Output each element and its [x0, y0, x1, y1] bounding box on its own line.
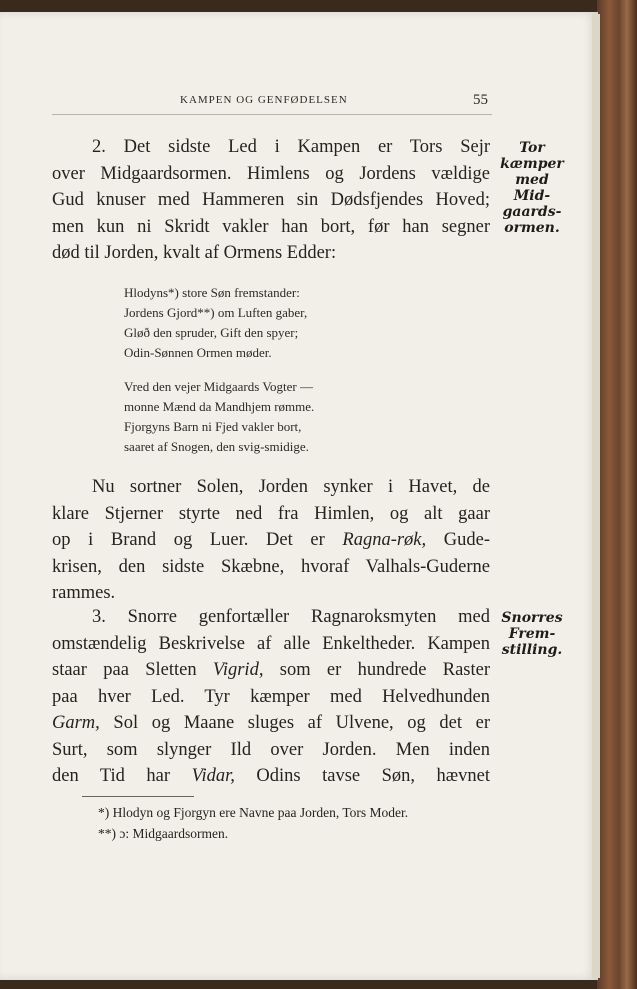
text-line: den Tid har Vidar, Odins tavse Søn, hævnet — [52, 766, 490, 786]
margin-note-line: Mid- — [513, 188, 551, 204]
page-edge — [592, 14, 600, 978]
poem-line: saaret af Snogen, den svig-smidige. — [124, 439, 309, 454]
emphasis-vidar: Vidar, — [191, 766, 235, 786]
poem-line: Fjorgyns Barn ni Fjed vakler bort, — [124, 419, 302, 434]
margin-note-line: med — [515, 172, 549, 188]
footnote: **) ɔ: Midgaardsormen. — [98, 826, 229, 841]
ragnarok-paragraph — [52, 474, 490, 607]
book-cover-edge — [597, 0, 637, 989]
margin-note-line: Frem- — [508, 626, 556, 642]
poem-line: Gløð den spruder, Gift den spyer; — [124, 325, 299, 340]
text-line: 2. Det sidste Led i Kampen er Tors Sejr — [92, 137, 490, 157]
margin-note-line: Snorres — [501, 610, 563, 626]
margin-note-tor — [494, 140, 570, 236]
text-line: klare Stjerner styrte ned fra Himlen, og alt gaar — [52, 503, 490, 524]
footnote-rule — [82, 796, 194, 797]
margin-note-line: gaards- — [502, 204, 562, 220]
section-2-paragraph — [52, 134, 490, 267]
text-line: op i Brand og Luer. Det er Ragna-røk, Gude- — [52, 530, 491, 550]
poem-stanza-1 — [124, 283, 444, 363]
text-line: staar paa Sletten Vigrid, som er hundrede Raster — [52, 660, 490, 680]
emphasis-ragna-rok: Ragna-røk, — [342, 530, 427, 550]
margin-note-line: stilling. — [501, 642, 563, 658]
poem-line: Hlodyns*) store Søn fremstander: — [124, 285, 300, 300]
poem-line: Vred den vejer Midgaards Vogter — — [124, 379, 313, 394]
text-line: Nu sortner Solen, Jorden synker i Havet, de — [92, 477, 490, 497]
margin-note-line: ormen. — [504, 220, 560, 236]
text-line: omstændelig Beskrivelse af alle Enkeltheder. Kampen — [52, 633, 490, 654]
poem-line: monne Mænd da Mandhjem rømme. — [124, 399, 315, 414]
poem-stanza-2 — [124, 377, 444, 457]
margin-note-snorre — [494, 610, 570, 658]
text-line: men kun ni Skridt vakler han bort, før han segner — [52, 216, 490, 237]
poem-line: Jordens Gjord**) om Luften gaber, — [124, 305, 308, 320]
running-title: KAMPEN OG GENFØDELSEN — [180, 94, 348, 106]
emphasis-garm: Garm, — [52, 713, 100, 733]
text-line: død til Jorden, kvalt af Ormens Edder: — [52, 243, 337, 263]
margin-note-line: kæmper — [500, 156, 564, 172]
poem-line: Odin-Sønnen Ormen møder. — [124, 345, 272, 360]
text-line: 3. Snorre genfortæller Ragnaroksmyten med — [92, 607, 490, 627]
text-line: krisen, den sidste Skæbne, hvoraf Valhals-Guderne — [52, 556, 490, 577]
text-line: rammes. — [52, 583, 116, 603]
section-3-paragraph — [52, 604, 490, 790]
text-line: paa hver Led. Tyr kæmper med Helvedhunden — [52, 686, 490, 707]
page-number: 55 — [473, 92, 488, 108]
emphasis-vigrid: Vigrid, — [212, 660, 264, 680]
text-line: Garm, Sol og Maane sluges af Ulvene, og det er — [52, 713, 490, 733]
margin-note-line: Tor — [519, 140, 545, 156]
text-line: over Midgaardsormen. Himlens og Jordens vældige — [52, 163, 490, 184]
page-header — [52, 92, 492, 115]
text-line: Gud knuser med Hammeren sin Dødsfjendes Hoved; — [52, 190, 490, 210]
footnote: *) Hlodyn og Fjorgyn ere Navne paa Jorden, Tors Moder. — [98, 805, 409, 820]
footnotes — [98, 802, 498, 844]
text-line: Surt, som slynger Ild over Jorden. Men inden — [52, 739, 490, 760]
